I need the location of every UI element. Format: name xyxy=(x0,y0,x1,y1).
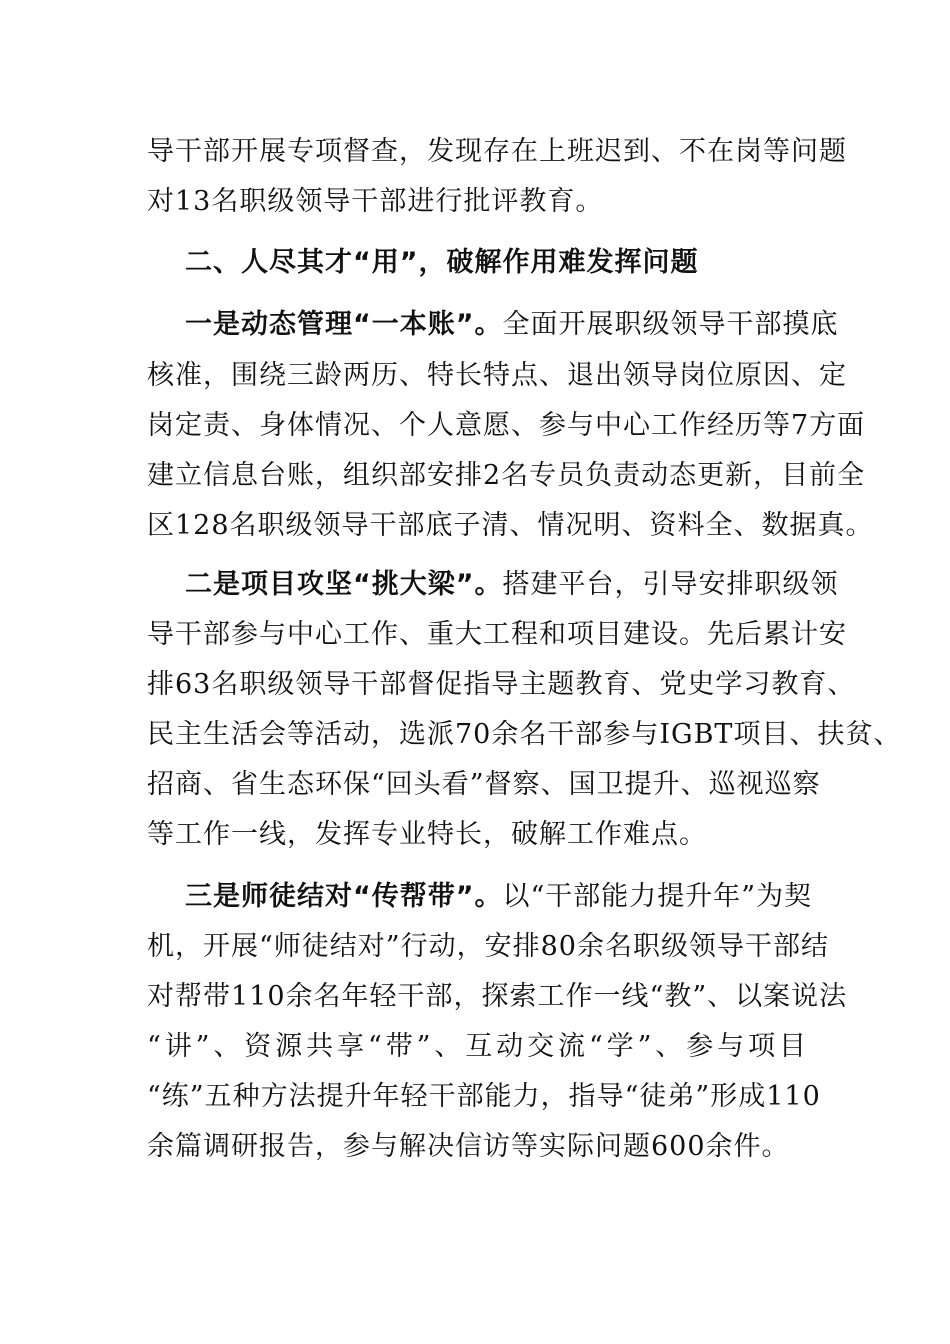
paragraph-line: 余篇调研报告，参与解决信访等实际问题600余件。 xyxy=(147,1131,790,1162)
paragraph-lead: 二是项目攻坚“挑大梁”。 xyxy=(185,569,503,600)
paragraph-line: 等工作一线，发挥专业特长，破解工作难点。 xyxy=(147,819,707,850)
paragraph-line: 机，开展“师徒结对”行动，安排80余名职级领导干部结 xyxy=(147,931,829,962)
paragraph-text: 以“干部能力提升年”为契 xyxy=(502,881,813,912)
paragraph-line: 民主生活会等活动，选派70余名干部参与IGBT项目、扶贫、 xyxy=(147,719,902,750)
paragraph-line: 核准，围绕三龄两历、特长特点、退出领导岗位原因、定 xyxy=(147,360,847,391)
paragraph-line: “讲”、资源共享“带”、互动交流“学”、参与项目 xyxy=(147,1031,807,1062)
paragraph-text: 搭建平台，引导安排职级领 xyxy=(502,569,839,600)
paragraph-line: 区128名职级领导干部底子清、情况明、资料全、数据真。 xyxy=(147,510,874,541)
paragraph-lead: 三是师徒结对“传帮带”。 xyxy=(185,881,503,912)
paragraph-line: 对13名职级领导干部进行批评教育。 xyxy=(147,186,604,217)
paragraph-first-line xyxy=(185,879,813,915)
paragraph-line: 对帮带110余名年轻干部，探索工作一线“教”、以案说法 xyxy=(147,981,848,1012)
paragraph-first-line xyxy=(185,567,839,603)
paragraph-text: 全面开展职级领导干部摸底 xyxy=(502,309,839,340)
paragraph-lead: 一是动态管理“一本账”。 xyxy=(185,309,503,340)
paragraph-line: 导干部参与中心工作、重大工程和项目建设。先后累计安 xyxy=(147,619,847,650)
paragraph-line: 建立信息台账，组织部安排2名专员负责动态更新，目前全 xyxy=(147,460,866,491)
paragraph-first-line xyxy=(185,307,839,343)
paragraph-line: 岗定责、身体情况、个人意愿、参与中心工作经历等7方面 xyxy=(147,410,866,441)
paragraph-line: 导干部开展专项督查，发现存在上班迟到、不在岗等问题 xyxy=(147,136,847,167)
section-heading: 二、人尽其才“用”，破解作用难发挥问题 xyxy=(185,247,699,278)
paragraph-line: “练”五种方法提升年轻干部能力，指导“徒弟”形成110 xyxy=(147,1081,821,1112)
paragraph-line: 招商、省生态环保“回头看”督察、国卫提升、巡视巡察 xyxy=(147,769,821,800)
paragraph-line: 排63名职级领导干部督促指导主题教育、党史学习教育、 xyxy=(147,669,856,700)
